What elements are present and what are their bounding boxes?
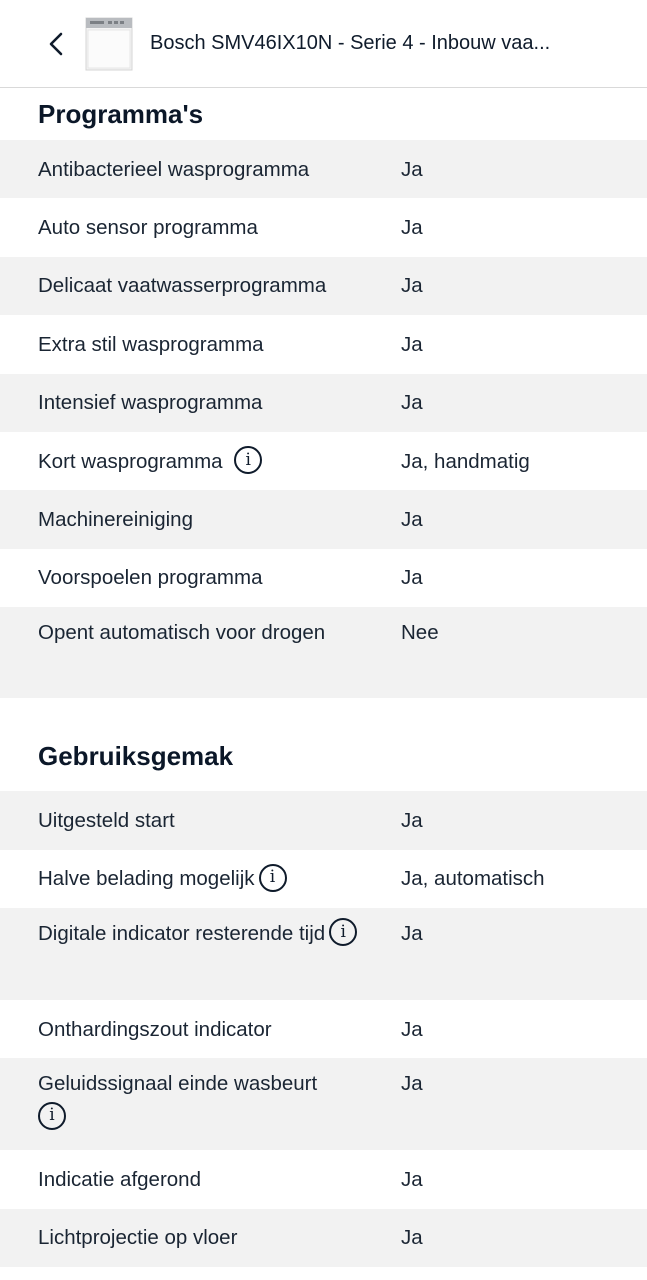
top-bar	[0, 0, 647, 88]
spec-label: Halve belading mogelijk	[38, 867, 255, 891]
spec-label: Uitgesteld start	[38, 808, 175, 832]
info-icon[interactable]: i	[329, 918, 357, 946]
spec-value: Ja	[401, 921, 423, 945]
spec-value: Ja	[401, 508, 423, 532]
spec-label: Digitale indicator resterende tijd	[38, 921, 326, 945]
spec-row	[0, 1058, 647, 1150]
spec-label: Opent automatisch voor drogen	[38, 621, 326, 645]
spec-row	[0, 432, 647, 490]
spec-row	[0, 1000, 647, 1058]
spec-value: Ja	[401, 332, 423, 356]
spec-row	[0, 140, 647, 198]
spec-label-container	[38, 917, 401, 950]
spec-value: Ja	[401, 1072, 423, 1096]
spec-label: Antibacterieel wasprogramma	[38, 157, 310, 181]
spec-row	[0, 1209, 647, 1267]
spec-row	[0, 374, 647, 432]
spec-value: Ja, handmatig	[401, 449, 530, 473]
spec-label: Intensief wasprogramma	[38, 391, 263, 415]
spec-row	[0, 607, 647, 698]
spec-label: Voorspoelen programma	[38, 566, 263, 590]
back-button[interactable]	[36, 24, 76, 64]
spec-value: Ja	[401, 157, 423, 181]
spec-value: Ja, automatisch	[401, 867, 545, 891]
spec-row	[0, 490, 647, 548]
chevron-left-icon	[48, 31, 64, 57]
spec-row	[0, 1150, 647, 1208]
spec-value: Ja	[401, 1167, 423, 1191]
spec-row	[0, 198, 647, 256]
spec-row	[0, 850, 647, 908]
section-title-gebruiksgemak: Gebruiksgemak	[38, 741, 234, 772]
spec-value: Ja	[401, 1226, 423, 1250]
spec-row	[0, 549, 647, 607]
spec-value: Ja	[401, 808, 423, 832]
spec-label: Machinereiniging	[38, 508, 193, 532]
spec-label-container	[38, 862, 401, 895]
spec-row	[0, 315, 647, 373]
spec-value: Ja	[401, 216, 423, 240]
spec-value: Ja	[401, 274, 423, 298]
spec-value: Ja	[401, 1017, 423, 1041]
product-title: Bosch SMV46IX10N - Serie 4 - Inbouw vaa...	[150, 32, 551, 54]
spec-label: Geluidssignaal einde wasbeurt	[38, 1072, 318, 1096]
spec-label: Extra stil wasprogramma	[38, 332, 264, 356]
spec-label: Indicatie afgerond	[38, 1167, 201, 1191]
spec-label: Lichtprojectie op vloer	[38, 1226, 238, 1250]
spec-value: Ja	[401, 566, 423, 590]
spec-row	[0, 908, 647, 1000]
spec-row	[0, 257, 647, 315]
spec-value: Nee	[401, 621, 439, 645]
spec-label-container	[38, 1067, 401, 1133]
spec-label: Onthardingszout indicator	[38, 1017, 272, 1041]
info-icon[interactable]: i	[38, 1102, 66, 1130]
info-icon[interactable]: i	[259, 864, 287, 892]
spec-label-container	[38, 445, 401, 478]
spec-value: Ja	[401, 391, 423, 415]
spec-row	[0, 791, 647, 849]
section-title-programmas: Programma's	[38, 98, 204, 129]
spec-label: Auto sensor programma	[38, 216, 258, 240]
spec-label: Kort wasprogramma	[38, 449, 223, 473]
spec-label: Delicaat vaatwasserprogramma	[38, 274, 327, 298]
product-thumbnail	[84, 16, 134, 72]
info-icon[interactable]: i	[234, 446, 262, 474]
